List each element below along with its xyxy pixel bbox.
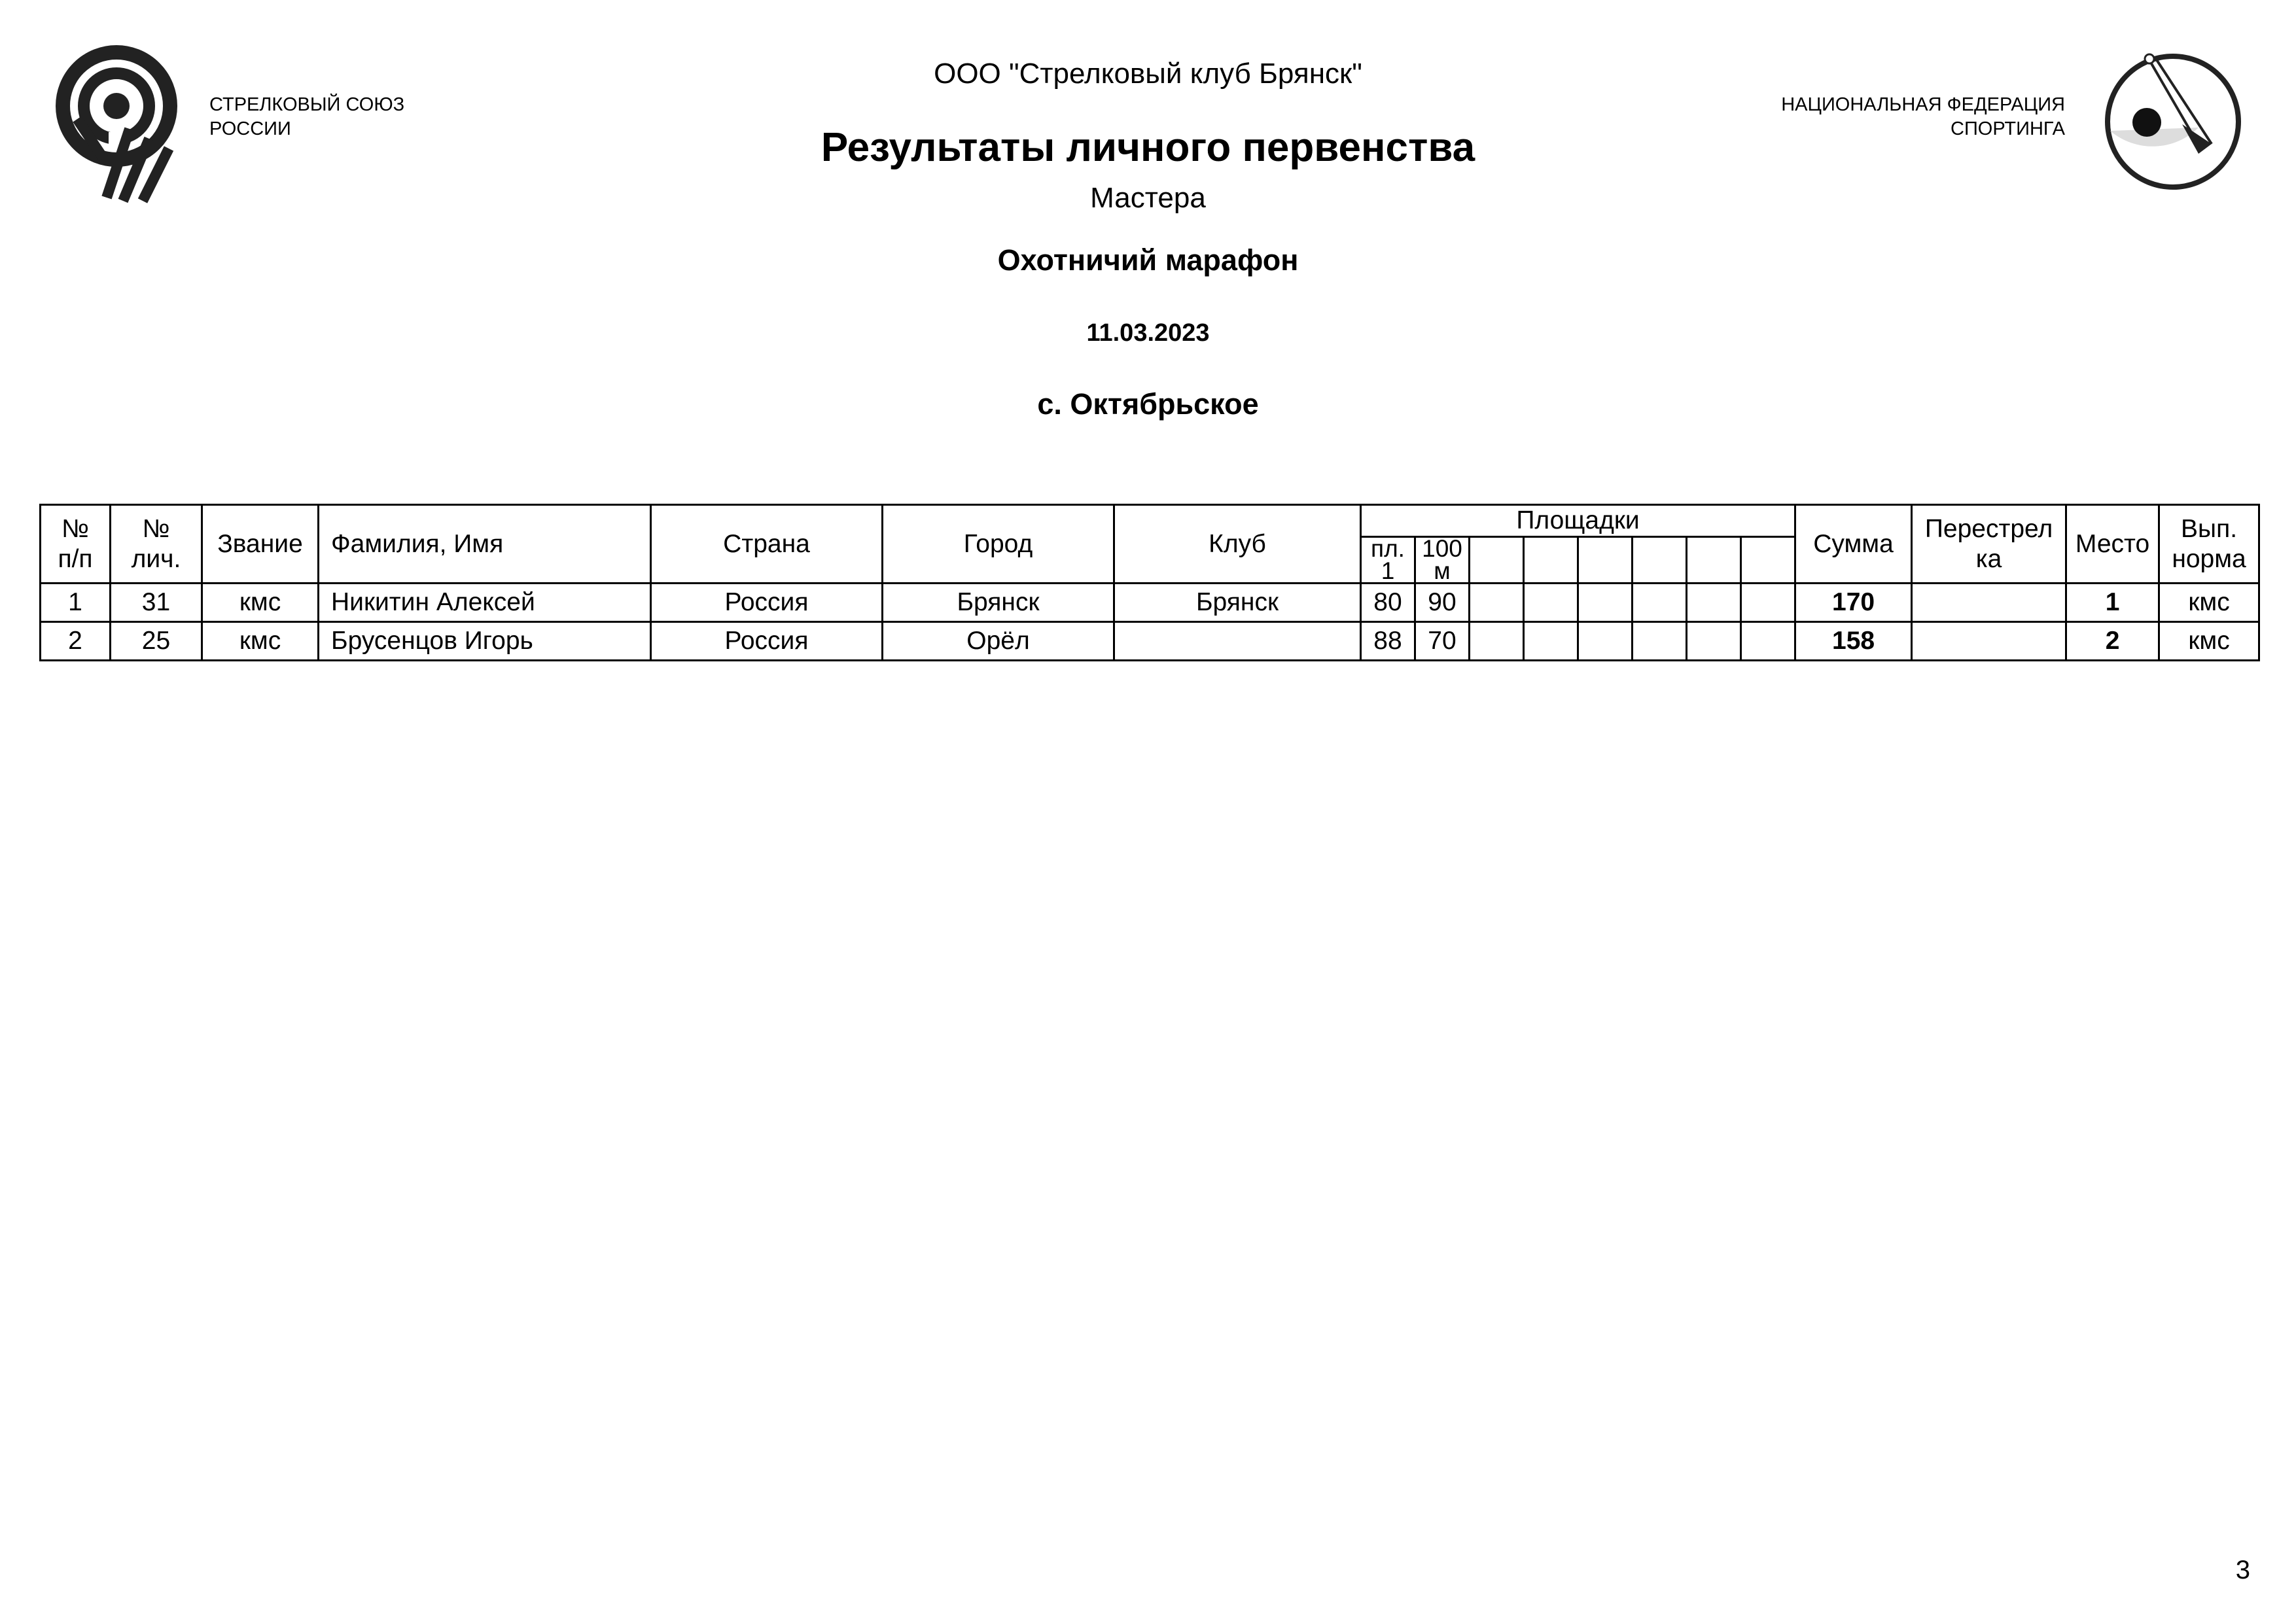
cell-city: Орёл <box>883 622 1114 661</box>
cell-country: Россия <box>651 584 883 622</box>
cell-name: Никитин Алексей <box>319 584 651 622</box>
col-header-stage-empty <box>1741 537 1795 584</box>
col-header-stages: Площадки <box>1361 505 1795 537</box>
cell-stage-1: 88 <box>1361 622 1415 661</box>
right-organization-name: НАЦИОНАЛЬНАЯ ФЕДЕРАЦИЯ СПОРТИНГА <box>1781 94 2065 139</box>
cell-stage-empty <box>1741 622 1795 661</box>
col-header-shootoff: Перестрел ка <box>1912 505 2066 584</box>
cell-norm: кмс <box>2159 584 2259 622</box>
cell-lich: 31 <box>111 584 202 622</box>
cell-stage-2: 90 <box>1415 584 1470 622</box>
col-header-rank: Звание <box>202 505 319 584</box>
cell-stage-empty <box>1524 584 1578 622</box>
cell-shootoff <box>1912 622 2066 661</box>
cell-stage-empty <box>1687 622 1741 661</box>
cell-stage-empty <box>1633 584 1687 622</box>
col-header-stage-2: 100 м <box>1415 537 1470 584</box>
cell-country: Россия <box>651 622 883 661</box>
cell-club <box>1114 622 1361 661</box>
cell-stage-empty <box>1578 622 1633 661</box>
cell-rank: кмс <box>202 622 319 661</box>
cell-stage-empty <box>1633 622 1687 661</box>
cell-sum: 170 <box>1795 584 1912 622</box>
cell-stage-empty <box>1470 622 1524 661</box>
cell-sum: 158 <box>1795 622 1912 661</box>
col-header-club: Клуб <box>1114 505 1361 584</box>
col-header-stage-empty <box>1687 537 1741 584</box>
cell-pp: 1 <box>41 584 111 622</box>
page-number: 3 <box>2235 1556 2250 1584</box>
event-place: с. Октябрьское <box>1037 387 1259 421</box>
cell-rank: кмс <box>202 584 319 622</box>
event-date: 11.03.2023 <box>1086 319 1210 347</box>
left-organization-name: СТРЕЛКОВЫЙ СОЮЗ РОССИИ <box>209 94 405 139</box>
col-header-num-lich: № лич. <box>111 505 202 584</box>
cell-stage-empty <box>1687 584 1741 622</box>
table-row <box>41 622 2259 661</box>
table-row <box>41 584 2259 622</box>
cell-name: Брусенцов Игорь <box>319 622 651 661</box>
col-header-num-pp: № п/п <box>41 505 111 584</box>
col-header-norm: Вып. норма <box>2159 505 2259 584</box>
col-header-stage-empty <box>1470 537 1524 584</box>
col-header-country: Страна <box>651 505 883 584</box>
cell-shootoff <box>1912 584 2066 622</box>
cell-pp: 2 <box>41 622 111 661</box>
cell-city: Брянск <box>883 584 1114 622</box>
cell-stage-empty <box>1741 584 1795 622</box>
cell-stage-1: 80 <box>1361 584 1415 622</box>
event-name: Охотничий марафон <box>997 243 1299 277</box>
page-title: Результаты личного первенства <box>821 125 1475 170</box>
col-header-stage-empty <box>1578 537 1633 584</box>
cell-place: 1 <box>2066 584 2159 622</box>
cell-stage-empty <box>1524 622 1578 661</box>
cell-stage-2: 70 <box>1415 622 1470 661</box>
col-header-place: Место <box>2066 505 2159 584</box>
level-subtitle: Мастера <box>1090 182 1206 214</box>
cell-place: 2 <box>2066 622 2159 661</box>
results-table <box>39 504 2260 661</box>
col-header-sum: Сумма <box>1795 505 1912 584</box>
col-header-name: Фамилия, Имя <box>319 505 651 584</box>
cell-club: Брянск <box>1114 584 1361 622</box>
cell-stage-empty <box>1578 584 1633 622</box>
col-header-city: Город <box>883 505 1114 584</box>
club-name: ООО "Стрелковый клуб Брянск" <box>934 58 1362 90</box>
col-header-stage-1: пл. 1 <box>1361 537 1415 584</box>
col-header-stage-empty <box>1633 537 1687 584</box>
cell-lich: 25 <box>111 622 202 661</box>
col-header-stage-empty <box>1524 537 1578 584</box>
cell-norm: кмс <box>2159 622 2259 661</box>
cell-stage-empty <box>1470 584 1524 622</box>
